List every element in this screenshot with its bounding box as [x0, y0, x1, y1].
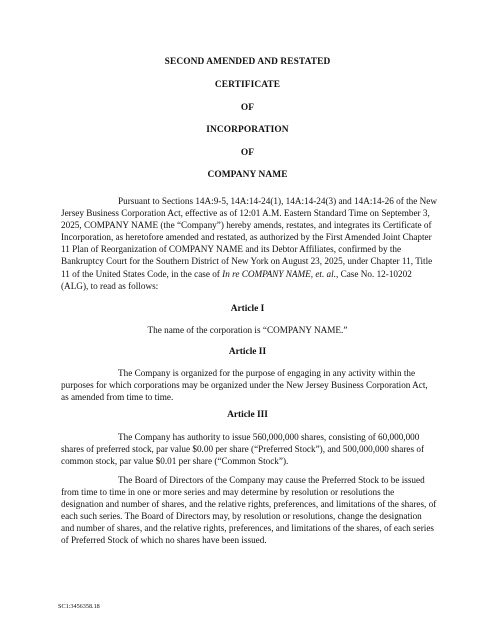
article-3-heading: Article III [227, 410, 268, 420]
article-2-heading: Article II [228, 347, 267, 357]
article-3-text-2: The Board of Directors of the Company may cause the Preferred Stock to be issued from time to time in one or more series and may determine by resolution or resolutions the designation and number of shares, and the relative rights, preferences, and limitations of the shares, of each such series. The Board of Directors may, by resolution or resolutions, change the designation and number of shares, and the relative rights, preferences, and limitations of the shares, of each series of Preferred Stock of which no shares have been issued. [61, 475, 437, 546]
title-line-2: CERTIFICATE [214, 80, 281, 90]
title-line-4: INCORPORATION [206, 125, 289, 135]
title-line-1: SECOND AMENDED AND RESTATED [164, 57, 331, 67]
title-line-3: OF [240, 103, 255, 113]
title-line-5: OF [240, 148, 255, 158]
preamble-paragraph [61, 195, 437, 292]
article-1-heading: Article I [230, 304, 265, 314]
case-name: In re COMPANY NAME, et. al. [222, 268, 336, 279]
document-id: SC1:3456358.18 [58, 603, 100, 610]
title-line-6: COMPANY NAME [207, 170, 288, 180]
article-3-paragraph-2 [61, 474, 437, 547]
preamble-text-end: , Case No. 12-10202 (ALG), to read as follows: [61, 268, 412, 291]
article-1-text: The name of the corporation is “COMPANY NAME.” [147, 325, 348, 335]
article-3-paragraph-1 [61, 431, 437, 467]
article-3-text-1: The Company has authority to issue 560,000,000 shares, consisting of 60,000,000 shares of preferred stock, par value $0.00 per share (“Preferred Stock”), and 500,000,000 shares of common stock, par value $0.01 per share (“Common Stock”). [61, 432, 425, 467]
article-2-paragraph [61, 367, 437, 403]
preamble-text: Pursuant to Sections 14A:9-5, 14A:14-24(1), 14A:14-24(3) and 14A:14-26 of the New Jersey Business Corporation Act, effective as of 12:01 A.M. Eastern Standard Time on September 3, 2025, COMPANY NAME (the “Company”) hereby amends, restates, and integrates its Certificate of Incorporation, as heretofore amended and restated, as authorized by the First Amended Joint Chapter 11 Plan of Reorganization of COMPANY NAME and its Debtor Affiliates, confirmed by the Bankruptcy Court for the Southern District of New York on August 23, 2025, under Chapter 11, Title 11 of the United States Code, in the case of [61, 196, 437, 279]
article-2-text: The Company is organized for the purpose of engaging in any activity within the purposes for which corporations may be organized under the New Jersey Business Corporation Act, as amended from time to time. [61, 368, 428, 403]
